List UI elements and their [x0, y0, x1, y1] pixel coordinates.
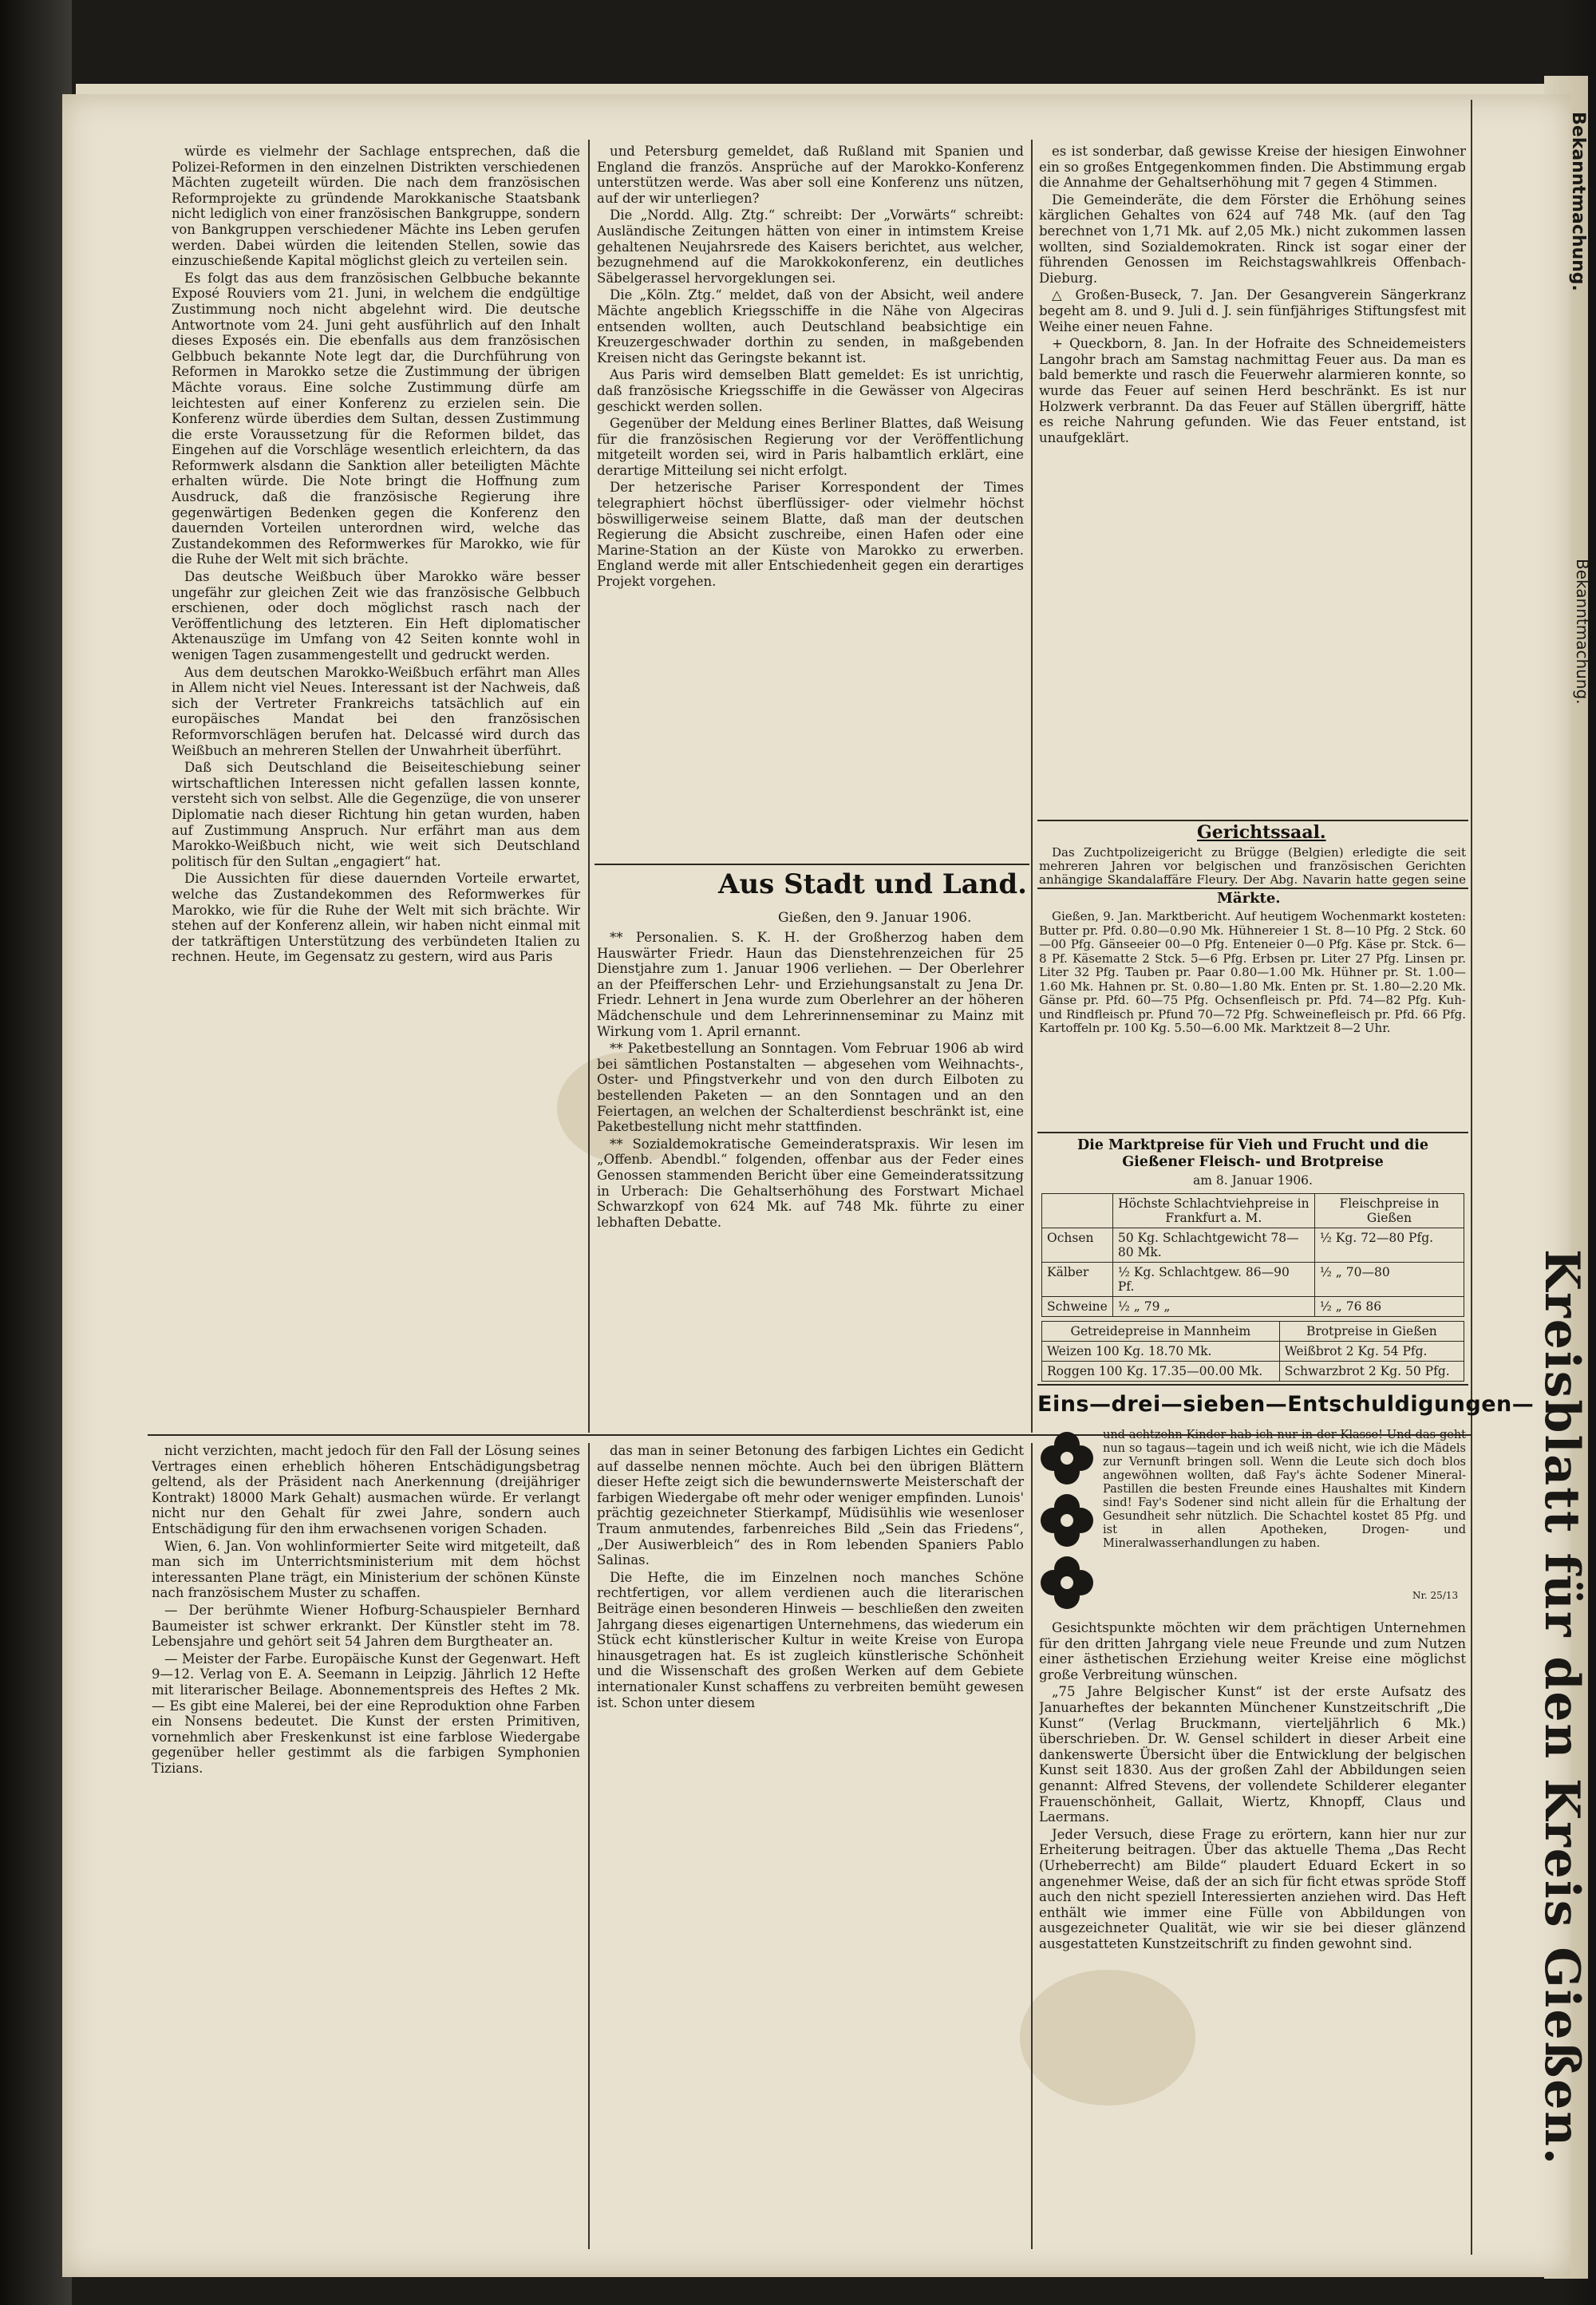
- article-paragraph: Aus dem deutschen Marokko-Weißbuch erfährt man Alles in Allem nicht viel Neues. Interessant ist der Nachweis, daß sich der Vertreter Frankreichs tatsächlich auf ein europäisches Mandat bei den französischen Reformvorschlägen berufen hat. Delcassé wird durch das Weißbuch an mehreren Stellen der Unwahrheit überführt.: [172, 664, 580, 758]
- table-cell: Roggen 100 Kg. 17.35—00.00 Mk.: [1042, 1362, 1280, 1382]
- article-paragraph: Der hetzerische Pariser Korrespondent der Times telegraphiert höchst überflüssiger- oder vielmehr höchst böswilligerweise seinem Blatte, daß man der deutschen Regierung die Absicht zuschreibe, einen Hafen oder eine Marine-Station an der Küste von Marokko zu erwerben. England werde mit aller Entschiedenheit gegen ein derartiges Projekt vorgehen.: [597, 480, 1024, 590]
- article-paragraph: — Der berühmte Wiener Hofburg-Schauspieler Bernhard Baumeister ist schwer erkrankt. Der Künstler steht im 78. Lebensjahre und gehört seit 54 Jahren dem Burgtheater an.: [152, 1602, 580, 1650]
- article-paragraph: Die Hefte, die im Einzelnen noch manches Schöne rechtfertigen, vor allem verdienen auch die literarischen Beiträge einen besonderen Hinweis — beschließen den zweiten Jahrgang dieses eigenartigen Unternehmens, das wiederum ein Stück echt künstlerischer Kultur in weite Kreise von Europa hinausgetragen hat. Es ist zugleich künstlerische Schönheit und die Wissenschaft des großen Werken auf dem Gebiete internationaler Kunst schaffens zu verbreiten bemüht gewesen ist. Schon unter diesem: [597, 1569, 1024, 1710]
- prices-heading: Die Marktpreise für Vieh und Frucht und die Gießener Fleisch- und Brotpreise: [1077, 1137, 1429, 1170]
- table-row: [1042, 1297, 1464, 1317]
- ad-text: und achtzehn Kinder hab ich nur in der Klasse! Und das geht nun so tagaus—tagein und ich weiß nicht, wie ich die Mädels zur Vernunft bringen soll. Wenn die Leute sich doch blos angewöhnen wollten, daß Fay's ächte Sodener Mineral-Pastillen die besten Freunde eines Haushaltes mit Kindern sind! Fay's Sodener sind nicht allein für die Erhaltung der Gesundheit sehr nützlich. Die Schachtel kostet 85 Pfg. und ist in allen Apotheken, Drogen- und Mineralwasserhandlungen zu haben.: [1103, 1429, 1466, 1550]
- prices-date: am 8. Januar 1906.: [1193, 1173, 1313, 1188]
- bottom-column-3: [1039, 1620, 1466, 2251]
- table-cell: Schweine: [1042, 1297, 1113, 1317]
- table-row: [1042, 1362, 1464, 1382]
- column-rule: [1031, 1443, 1033, 2249]
- court-report: [1039, 846, 1466, 886]
- table-row: [1042, 1228, 1464, 1263]
- table-cell: ½ Kg. 72—80 Pfg.: [1314, 1228, 1464, 1263]
- article-column-2: [597, 144, 1024, 854]
- table-cell: Höchste Schlachtviehpreise in Frankfurt a. M.: [1112, 1194, 1314, 1228]
- ad-reference: Nr. 25/13: [1412, 1590, 1459, 1601]
- table-cell: Weizen 100 Kg. 18.70 Mk.: [1042, 1342, 1280, 1362]
- prices-table: [1041, 1193, 1464, 1317]
- section-divider: [1037, 820, 1468, 821]
- clover-icon: [1037, 1491, 1096, 1550]
- newspaper-title: Kreisblatt für den Kreis Gießen.: [1534, 1249, 1590, 2166]
- binding-shadow: [0, 0, 72, 2305]
- section-divider: [1037, 1384, 1468, 1386]
- table-cell: ½ „ 70—80: [1314, 1263, 1464, 1297]
- section-divider: [595, 864, 1029, 865]
- table-cell: Weißbrot 2 Kg. 54 Pfg.: [1279, 1342, 1464, 1362]
- article-paragraph: nicht verzichten, macht jedoch für den Fall der Lösung seines Vertrages einen erheblich höheren Entschädigungsbetrag geltend, als der Präsident nach Anerkennung (dreijähriger Kontrakt) 18000 Mark Gehalt) ausmachen würde. Er verlangt nicht nur den Gehalt für zwei Jahre, sondern auch Entschädigung für den ihm erwachsenen vorigen Schaden.: [152, 1443, 580, 1536]
- table-cell: Schwarzbrot 2 Kg. 50 Pfg.: [1279, 1362, 1464, 1382]
- article-paragraph: das man in seiner Betonung des farbigen Lichtes ein Gedicht auf dasselbe nennen möchte. Auch bei den übrigen Blättern dieser Hefte zeigt sich die bewundernswerte Meisterschaft der farbigen Wiedergabe oft mehr oder weniger empfinden. Lunois' prächtig gezeichneter Stierkampf, Müdisühlis wie wesenloser Traum anmutendes, farbenreiches Bild „Sein das Friedens“, „Der Ausiwerbleich“ des in Rom lebenden Spaniers Pablo Salinas.: [597, 1443, 1024, 1568]
- section-heading: Aus Stadt und Land.: [718, 868, 1027, 900]
- article-paragraph: und Petersburg gemeldet, daß Rußland mit Spanien und England die französ. Ansprüche auf der Marokko-Konferenz unterstützen werde. Was aber soll eine Konferenz uns nützen, auf der wir unterliegen?: [597, 144, 1024, 206]
- article-paragraph: Die „Köln. Ztg.“ meldet, daß von der Absicht, weil andere Mächte angeblich Kriegsschiffe in die Nähe von Algeciras entsenden wollten, auch Deutschland beabsichtige ein Kreuzergeschwader dorthin zu senden, in maßgebenden Kreisen nicht das Geringste bekannt ist.: [597, 287, 1024, 366]
- article-column-3: [1039, 144, 1466, 814]
- table-row: [1042, 1263, 1464, 1297]
- article-paragraph: Gegenüber der Meldung eines Berliner Blattes, daß Weisung für die französischen Regierung vor der Veröffentlichung mitgeteilt worden sei, wird in Paris halbamtlich erklärt, eine derartige Mitteilung sei nicht erfolgt.: [597, 416, 1024, 478]
- table-cell: Kälber: [1042, 1263, 1113, 1297]
- table-cell: 50 Kg. Schlachtgewicht 78—80 Mk.: [1112, 1228, 1314, 1263]
- article-paragraph: Es folgt das aus dem französischen Gelbbuche bekannte Exposé Rouviers vom 21. Juni, in welchem die endgültige Zustimmung noch nicht abgelehnt wird. Die deutsche Antwortnote vom 24. Juni geht ausführlich auf den Inhalt dieses Exposés ein. Die ebenfalls aus dem französischen Gelbbuch bekannte Note legt dar, die Durchführung von Reformen in Marokko setze die Zustimmung der übrigen Mächte voraus. Eine solche Zustimmung dürfe am leichtesten auf einer Konferenz zu erzielen sein. Die Konferenz würde überdies dem Sultan, dessen Zustimmung die erste Voraussetzung für die Reformen bildet, das Eingehen auf die Vorschläge wesentlich erleichtern, da das Reformwerk alsdann die Sanktion aller beteiligten Mächte erhalten würde. Die Note bringt die Hoffnung zum Ausdruck, daß die französische Regierung ihre gegenwärtigen Bedenken gegen die Konferenz den dauernden Vorteilen unterordnen wird, welche das Zustandekommen des Reformwerkes für Marokko, wie für die Ruhe der Welt mit sich brächte.: [172, 270, 580, 567]
- market-report: [1039, 910, 1466, 1129]
- court-heading: Gerichtssaal.: [1197, 822, 1326, 843]
- column-rule: [588, 1443, 590, 2249]
- article-paragraph: „75 Jahre Belgischer Kunst“ ist der erste Aufsatz des Januarheftes der bekannten Münchener Kunstzeitschrift „Die Kunst“ (Verlag Bruckmann, vierteljährlich 6 Mk.) überschrieben. Dr. W. Gensel schildert in dieser Arbeit eine dankenswerte Übersicht über die Entwicklung der belgischen Kunst seit 1830. Aus der großen Zahl der Abbildungen seien genannt: Alfred Stevens, der vollendete Schilderer eleganter Frauenschönheit, Gallait, Wiertz, Khnopff, Claus und Laermans.: [1039, 1684, 1466, 1825]
- table-cell: ½ „ 79 „: [1112, 1297, 1314, 1317]
- table-header-row: [1042, 1194, 1464, 1228]
- article-paragraph: Die Gemeinderäte, die dem Förster die Erhöhung seines kärglichen Gehaltes von 624 auf 748 Mk. (auf den Tag berechnet von 1,71 Mk. auf 2,05 Mk.) nicht zukommen lassen wollten, sind Sozialdemokraten. Rinck ist sogar einer der führenden Genossen im Reichstagswahlkreis Offenbach-Dieburg.: [1039, 192, 1466, 286]
- table-cell: Getreidepreise in Mannheim: [1042, 1322, 1280, 1342]
- ad-title: Eins—drei—sieben—Entschuldigungen—: [1037, 1392, 1535, 1417]
- article-paragraph: ** Personalien. S. K. H. der Großherzog haben dem Hauswärter Friedr. Haun das Dienstehrenzeichen für 25 Dienstjahre zum 1. Januar 1906 verliehen. — Der Oberlehrer an der Pfeifferschen Lehr- und Erziehungsanstalt zu Jena Dr. Friedr. Lehnert in Jena wurde zum Oberlehrer an der höheren Mädchenschule und dem Lehrerinnenseminar zu Mainz mit Wirkung vom 1. April ernannt.: [597, 930, 1024, 1039]
- article-paragraph: würde es vielmehr der Sachlage entsprechen, daß die Polizei-Reformen in den einzelnen Distrikten verschiedenen Mächten zugeteilt würden. Die nach dem französischen Reformprojekte zu gründende Marokkanische Staatsbank nicht lediglich von einer französischen Bankgruppe, sondern von Bankgruppen verschiedener Mächte ins Leben gerufen werden. Dabei würden die leitenden Stellen, sowie das einzuschießende Kapital möglichst gleich zu verteilen sein.: [172, 144, 580, 269]
- table-cell: Brotpreise in Gießen: [1279, 1322, 1464, 1342]
- table-cell: [1042, 1194, 1113, 1228]
- article-paragraph: Die Aussichten für diese dauernden Vorteile erwartet, welche das Zustandekommen des Reformwerkes für Marokko, wie für die Ruhe der Welt mit sich brächte. Wir stehen auf der Konferenz allein, wir haben nicht einmal mit der tatkräftigen Unterstützung des verbündeten Italien zu rechnen. Heute, im Gegensatz zu gestern, wird aus Paris: [172, 871, 580, 965]
- table-cell: ½ „ 76 86: [1314, 1297, 1464, 1317]
- article-column-1: [172, 144, 580, 1429]
- court-paragraph: Das Zuchtpolizeigericht zu Brügge (Belgien) erledigte die seit mehreren Jahren vor belgischen und französischen Gerichten anhängige Skandalaffäre Fleury. Der Abg. Navarin hatte gegen seine: [1039, 846, 1466, 886]
- article-paragraph: — Meister der Farbe. Europäische Kunst der Gegenwart. Heft 9—12. Verlag von E. A. Seemann in Leipzig. Jährlich 12 Hefte mit literarischer Beilage. Abonnementspreis des Heftes 2 Mk. — Es gibt eine Malerei, bei der eine Reproduktion ohne Farben ein Nonsens bedeutet. Die Kunst der ersten Primitiven, vornehmlich aber Freskenkunst ist eine farblose Wiedergabe gegenüber heller gestimmt als die farbigen Symphonien Tizians.: [152, 1651, 580, 1776]
- column-rule: [588, 140, 590, 1433]
- section-divider: [1037, 888, 1468, 889]
- article-paragraph: △ Großen-Buseck, 7. Jan. Der Gesangverein Sängerkranz begeht am 8. und 9. Juli d. J. sein fünfjähriges Stiftungsfest mit Weihe einer neuen Fahne.: [1039, 287, 1466, 334]
- table-header-row: [1042, 1322, 1464, 1342]
- market-heading: Märkte.: [1217, 890, 1281, 907]
- table-cell: Ochsen: [1042, 1228, 1113, 1263]
- article-paragraph: ** Paketbestellung an Sonntagen. Vom Februar 1906 ab wird bei sämtlichen Postanstalten — abgesehen vom Weihnachts-, Oster- und Pfingstverkehr und von den durch Eilboten zu bestellenden Paketen — an den Sonntagen und an den Feiertagen, an welchen der Schalterdienst beschränkt ist, eine Paketbestellung nicht mehr stattfinden.: [597, 1041, 1024, 1135]
- article-paragraph: Wien, 6. Jan. Von wohlinformierter Seite wird mitgeteilt, daß man sich im Unterrichtsministerium mit dem höchst interessanten Plane trägt, ein Ministerium der schönen Künste nach französischem Muster zu schaffen.: [152, 1538, 580, 1601]
- clover-icon: [1037, 1429, 1096, 1488]
- margin-rule: [1471, 100, 1472, 2255]
- article-paragraph: ** Sozialdemokratische Gemeinderatspraxis. Wir lesen im „Offenb. Abendbl.“ folgenden, offenbar aus der Feder eines Genossen stammenden Bericht über eine Gemeinderatssitzung in Urberach: Die Gehaltserhöhung des Forstwart Michael Schwarzkopf von 624 Mk. auf 748 Mk. führte zu einer lebhaften Debatte.: [597, 1136, 1024, 1230]
- article-paragraph: Die „Nordd. Allg. Ztg.“ schreibt: Der „Vorwärts“ schreibt: Ausländische Zeitungen hätten von einer in intimstem Kreise gehaltenen Neujahrsrede des Kaisers berichtet, aus welcher, bezugnehmend auf die Marokkokonferenz, ein deutliches Säbelgerassel hervorgeklungen sei.: [597, 208, 1024, 286]
- table-cell: Fleischpreise in Gießen: [1314, 1194, 1464, 1228]
- grain-table: [1041, 1321, 1464, 1382]
- article-paragraph: Das deutsche Weißbuch über Marokko wäre besser ungefähr zur gleichen Zeit wie das französische Gelbbuch erschienen, oder doch möglichst rasch nach der Veröffentlichung des letzteren. Ein Heft diplomatischer Aktenauszüge im Umfang von 42 Seiten konnte wohl in wenigen Tagen zusammengestellt und gedruckt werden.: [172, 569, 580, 662]
- article-paragraph: Gesichtspunkte möchten wir dem prächtigen Unternehmen für den dritten Jahrgang viele neue Freunde und zum Nutzen einer ästhetischen Erziehung weiter Kreise eine möglichst große Verbreitung wünschen.: [1039, 1620, 1466, 1682]
- article-paragraph: es ist sonderbar, daß gewisse Kreise der hiesigen Einwohner ein so großes Entgegenkommen finden. Die Abstimmung ergab die Annahme der Gehaltserhöhung mit 7 gegen 4 Stimmen.: [1039, 144, 1466, 191]
- table-row: [1042, 1342, 1464, 1362]
- margin-label-middle: Bekanntmachung.: [1573, 559, 1592, 705]
- article-paragraph: Jeder Versuch, diese Frage zu erörtern, kann hier nur zur Erheiterung beitragen. Über das aktuelle Thema „Das Recht (Urheberrecht) am Bilde“ plaudert Eduard Eckert in so angenehmer Weise, daß der an sich für ficht etwas spröde Stoff auch den nicht speziell Interessierten anziehen wird. Das Heft enthält wie immer eine Fülle von Abbildungen von ausgezeichneter Qualität, wie wir sie bei dieser glänzend ausgestatteten Kunstzeitschrift zu finden gewohnt sind.: [1039, 1826, 1466, 1951]
- ad-body: [1103, 1429, 1466, 1608]
- table-cell: ½ Kg. Schlachtgew. 86—90 Pf.: [1112, 1263, 1314, 1297]
- market-paragraph: Gießen, 9. Jan. Marktbericht. Auf heutigem Wochenmarkt kosteten: Butter pr. Pfd. 0.80—0.90 Mk. Hühnereier 1 St. 8—10 Pfg. 2 Stck. 60—00 Pfg. Gänseeier 00—0 Pfg. Enteneier 0—0 Pfg. Käse pr. Stck. 6—8 Pf. Käsematte 2 Stck. 5—6 Pfg. Erbsen pr. Liter 27 Pfg. Linsen pr. Liter 32 Pfg. Tauben pr. Paar 0.80—1.00 Mk. Hühner pr. St. 1.00—1.60 Mk. Hahnen pr. St. 0.80—1.80 Mk. Enten pr. St. 1.80—2.20 Mk. Gänse pr. Pfd. 60—75 Pfg. Ochsenfleisch pr. Pfd. 74—82 Pfg. Kuh- und Rindfleisch pr. Pfund 70—72 Pfg. Schweinefleisch pr. Pfd. 66 Pfg. Kartoffeln pr. 100 Kg. 5.50—6.00 Mk. Marktzeit 8—2 Uhr.: [1039, 910, 1466, 1035]
- article-paragraph: + Queckborn, 8. Jan. In der Hofraite des Schneidemeisters Langohr brach am Samstag nachmittag Feuer aus. Da man es bald bemerkte und rasch die Feuerwehr alarmieren konnte, so wurde das Feuer auf seinen Herd beschränkt. Es ist nur Holzwerk verbrannt. Da das Feuer auf Ställen übergriff, hätte es reiche Nahrung gefunden. Wie das Feuer entstand, ist unaufgeklärt.: [1039, 336, 1466, 445]
- section-divider: [1037, 1132, 1468, 1133]
- margin-label-top: Bekanntmachung.: [1568, 112, 1588, 291]
- local-news-column: [597, 930, 1024, 1429]
- bottom-column-1: [152, 1443, 580, 2249]
- dateline: Gießen, den 9. Januar 1906.: [778, 910, 972, 926]
- article-paragraph: Daß sich Deutschland die Beiseiteschiebung seiner wirtschaftlichen Interessen nicht gefallen lassen konnte, versteht sich von selbst. Alle die Gegenzüge, die von unserer Diplomatie nach dieser Richtung hin getan wurden, haben auf Zustimmung Anspruch. Nur erfährt man aus dem Marokko-Weißbuch nicht, wie weit sich Deutschland politisch für den Sultan „engagiert“ hat.: [172, 760, 580, 869]
- clover-icon: [1037, 1553, 1096, 1612]
- article-paragraph: Aus Paris wird demselben Blatt gemeldet: Es ist unrichtig, daß französische Kriegsschiffe in die Gewässer von Algeciras geschickt werden sollen.: [597, 367, 1024, 414]
- bottom-column-2: [597, 1443, 1024, 2249]
- column-rule: [1031, 140, 1033, 1433]
